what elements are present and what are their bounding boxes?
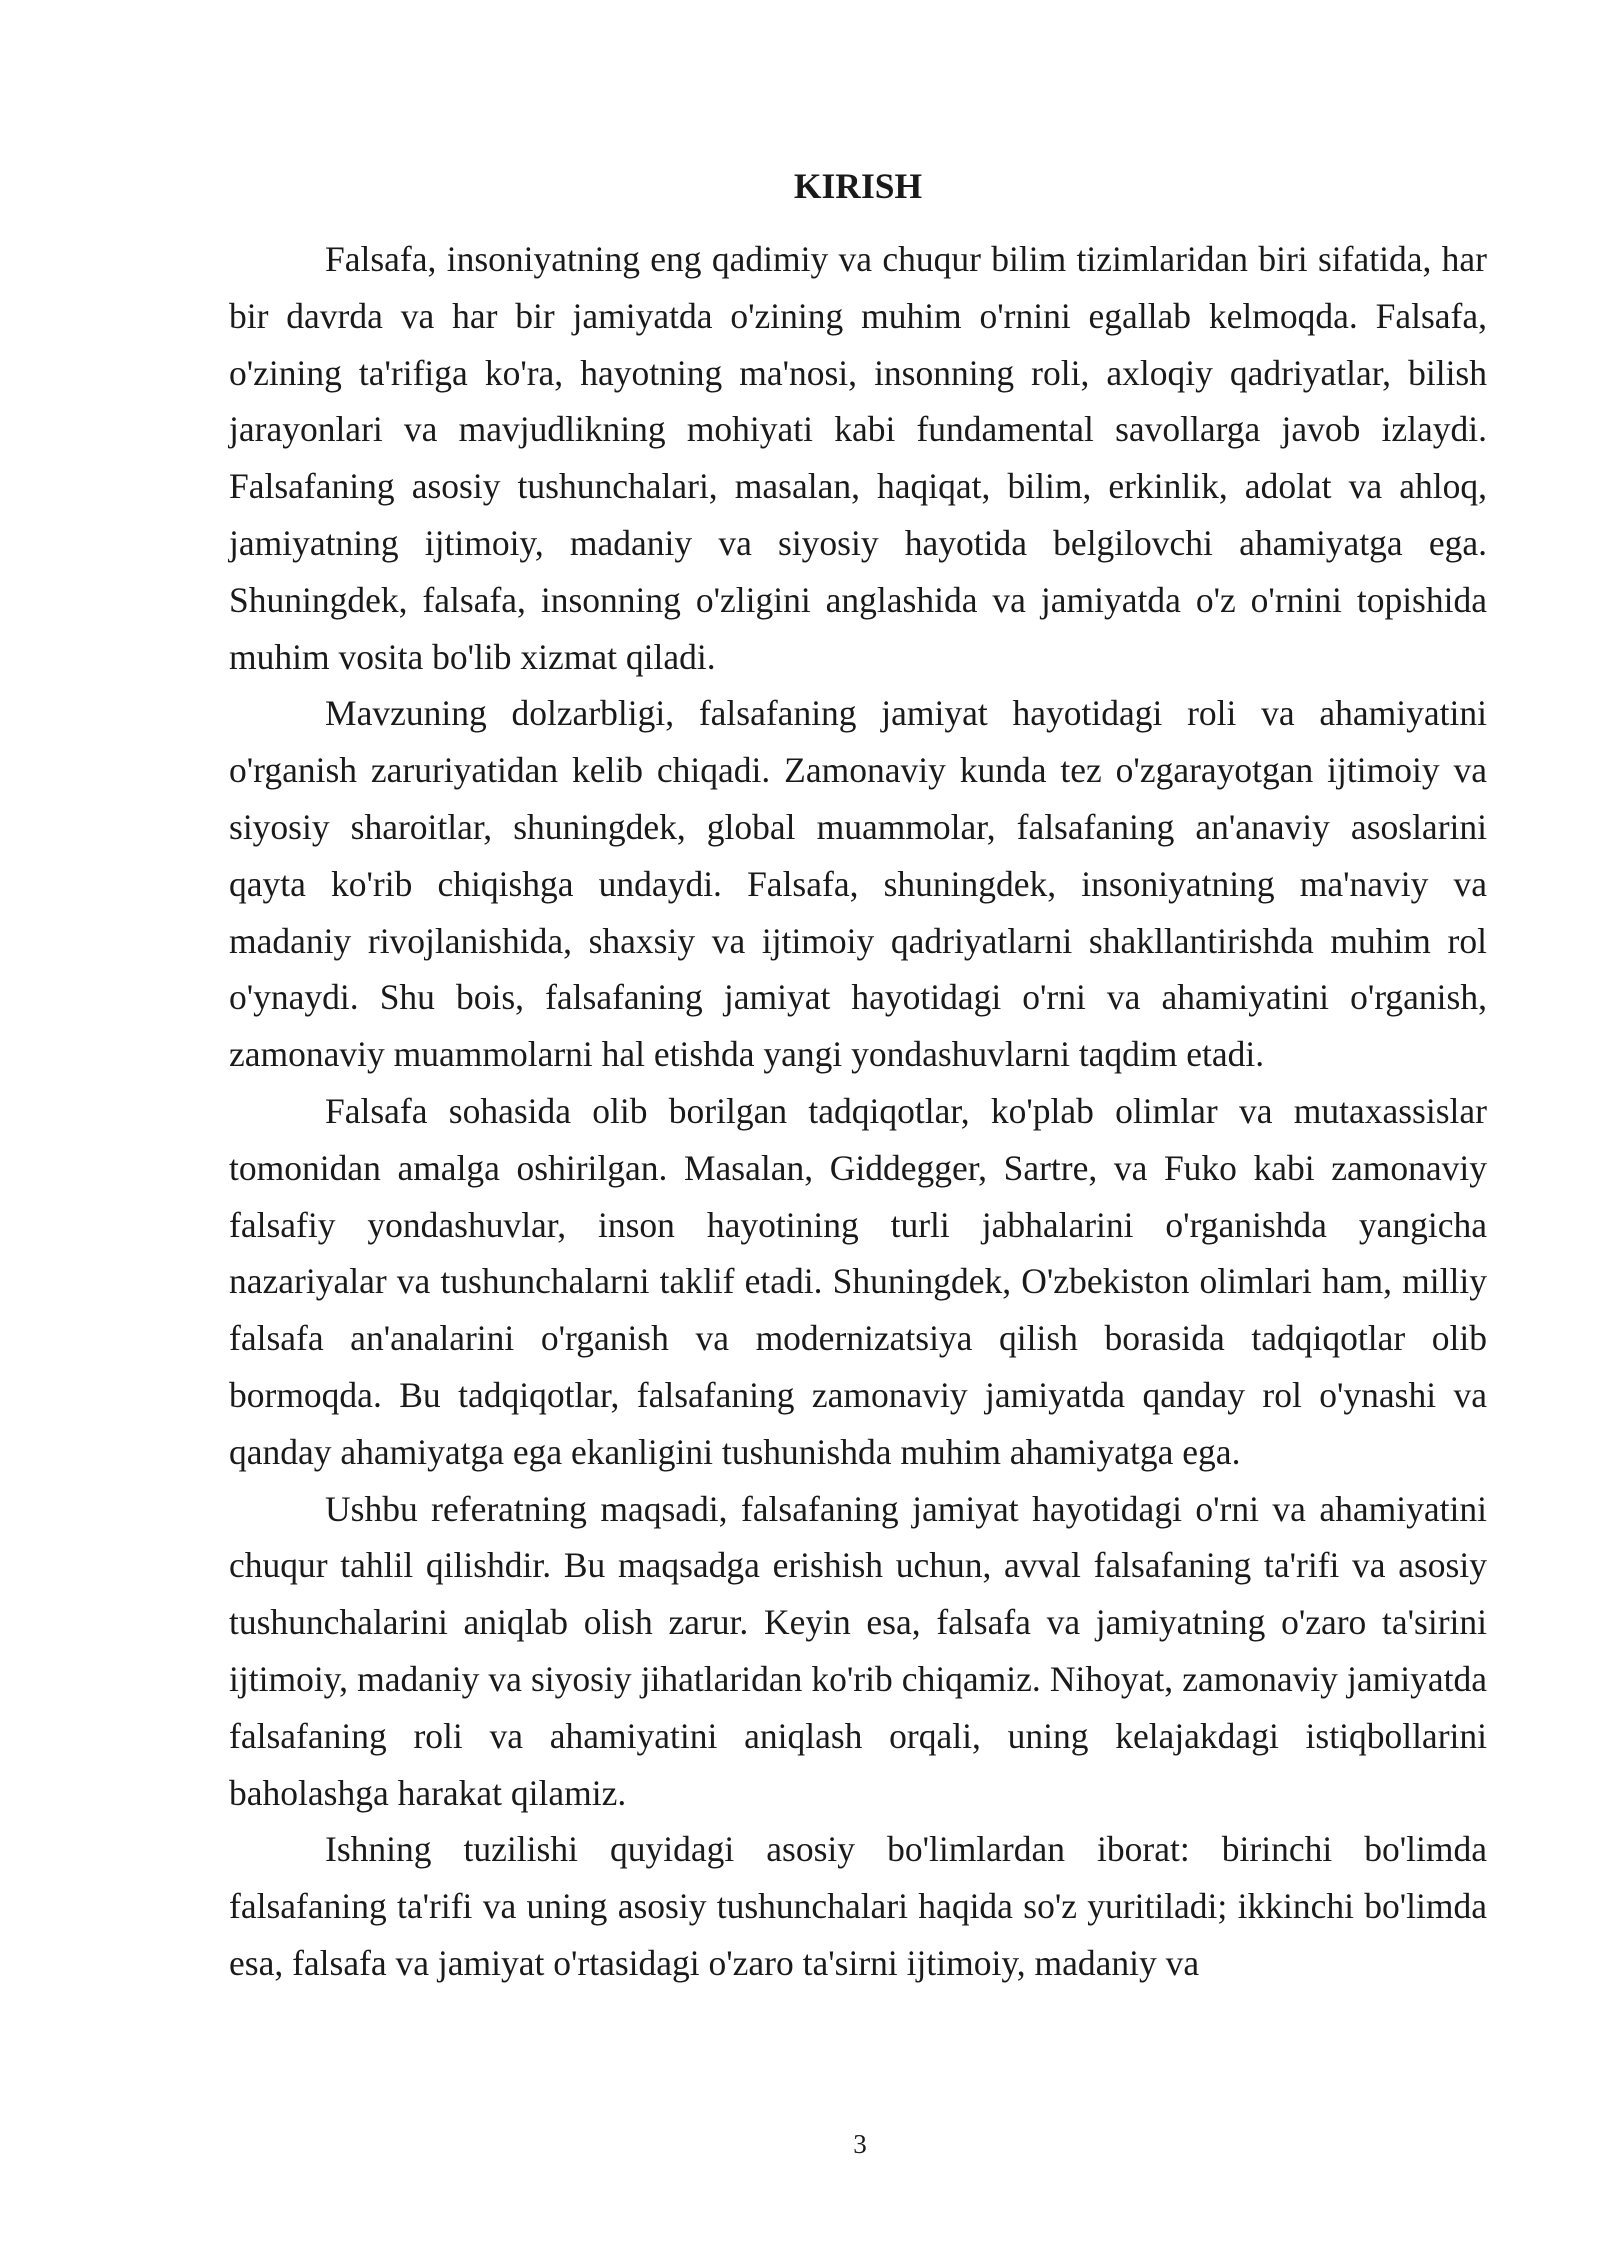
paragraph-intro: Falsafa, insoniyatning eng qadimiy va chuqur bilim tizimlaridan biri sifatida, har bir davrda va har bir jamiyatda o'zining muhim o'rnini egallab kelmoqda. Falsafa, o'zining ta'rifiga ko'ra, hayotning ma'nosi, insonning roli, axloqiy qadriyatlar, bilish jarayonlari va mavjudlikning mohiyati kabi fundamental savollarga javob izlaydi. Falsafaning asosiy tushunchalari, masalan, haqiqat, bilim, erkinlik, adolat va ahloq, jamiyatning ijtimoiy, madaniy va siyosiy hayotida belgilovchi ahamiyatga ega. Shuningdek, falsafa, insonning o'zligini anglashida va jamiyatda o'z o'rnini topishida muhim vosita bo'lib xizmat qiladi. — [229, 239, 1487, 677]
paragraph-research: Falsafa sohasida olib borilgan tadqiqotlar, ko'plab olimlar va mutaxassislar tomonidan amalga oshirilgan. Masalan, Giddegger, Sartre, va Fuko kabi zamonaviy falsafiy yondashuvlar, inson hayotining turli jabhalarini o'rganishda yangicha nazariyalar va tushunchalarni taklif etadi. Shuningdek, O'zbekiston olimlari ham, milliy falsafa an'analarini o'rganish va modernizatsiya qilish borasida tadqiqotlar olib bormoqda. Bu tadqiqotlar, falsafaning zamonaviy jamiyatda qanday rol o'ynashi va qanday ahamiyatga ega ekanligini tushunishda muhim ahamiyatga ega. — [229, 1090, 1487, 1472]
paragraph-relevance: Mavzuning dolzarbligi, falsafaning jamiyat hayotidagi roli va ahamiyatini o'rganish zaruriyatidan kelib chiqadi. Zamonaviy kunda tez o'zgarayotgan ijtimoiy va siyosiy sharoitlar, shuningdek, global muammolar, falsafaning an'anaviy asoslarini qayta ko'rib chiqishga undaydi. Falsafa, shuningdek, insoniyatning ma'naviy va madaniy rivojlanishida, shaxsiy va ijtimoiy qadriyatlarni shakllantirishda muhim rol o'ynaydi. Shu bois, falsafaning jamiyat hayotidagi o'rni va ahamiyatini o'rganish, zamonaviy muammolarni hal etishda yangi yondashuvlarni taqdim etadi. — [229, 693, 1487, 1075]
page-body — [229, 158, 1487, 1992]
paragraph-goal: Ushbu referatning maqsadi, falsafaning jamiyat hayotidagi o'rni va ahamiyatini chuqur tahlil qilishdir. Bu maqsadga erishish uchun, avval falsafaning ta'rifi va asosiy tushunchalarini aniqlab olish zarur. Keyin esa, falsafa va jamiyatning o'zaro ta'sirini ijtimoiy, madaniy va siyosiy jihatlaridan ko'rib chiqamiz. Nihoyat, zamonaviy jamiyatda falsafaning roli va ahamiyatini aniqlash orqali, uning kelajakdagi istiqbollarini baholashga harakat qilamiz. — [229, 1488, 1487, 1813]
paragraph-structure: Ishning tuzilishi quyidagi asosiy bo'limlardan iborat: birinchi bo'limda falsafaning ta'rifi va uning asosiy tushunchalari haqida so'z yuritiladi; ikkinchi bo'limda esa, falsafa va jamiyat o'rtasidagi o'zaro ta'sirni ijtimoiy, madaniy va — [229, 1829, 1487, 1983]
page-number: 3 — [853, 2129, 867, 2159]
section-title: KIRISH — [793, 166, 923, 206]
